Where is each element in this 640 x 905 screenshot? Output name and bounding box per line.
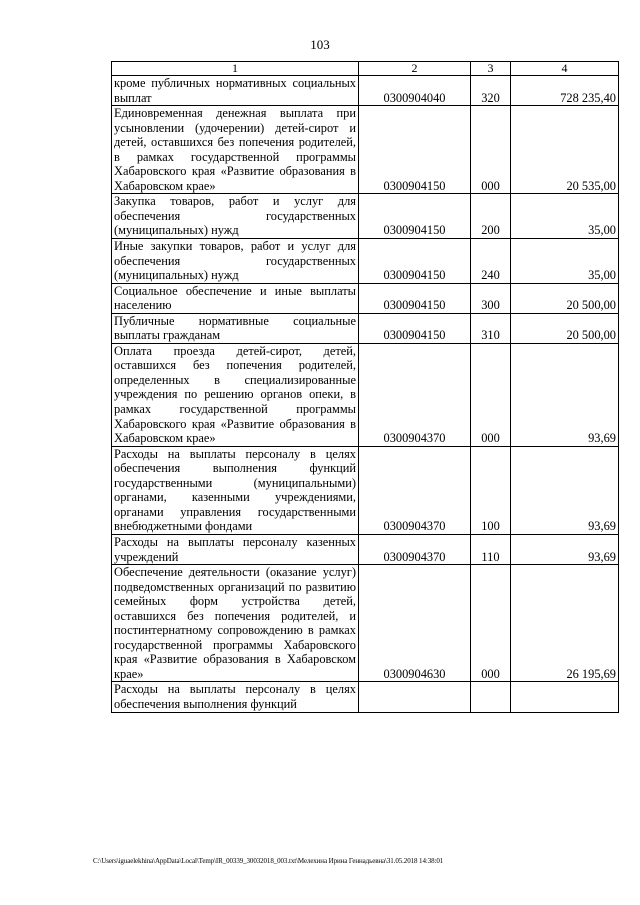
row-expense-type: 200	[471, 194, 511, 239]
table-row	[112, 446, 619, 534]
row-name: Расходы на выплаты персоналу казенных учреждений	[112, 534, 359, 564]
row-target-code: 0300904370	[359, 446, 471, 534]
row-amount: 728 235,40	[511, 76, 619, 106]
row-name: Иные закупки товаров, работ и услуг для обеспечения государственных (муниципальных) нужд	[112, 239, 359, 284]
row-amount: 35,00	[511, 239, 619, 284]
row-name: Расходы на выплаты персоналу в целях обеспечения выполнения функций государственными (муниципальными) органами, казенными учреждениями, органами управления государственными внебюджетными фондами	[112, 446, 359, 534]
row-name: Социальное обеспечение и иные выплаты населению	[112, 283, 359, 313]
row-target-code: 0300904150	[359, 239, 471, 284]
row-name: Единовременная денежная выплата при усыновлении (удочерении) детей-сирот и детей, оставшихся без попечения родителей, в рамках государственной программы Хабаровского края «Развитие образования в Хабаровском крае»	[112, 106, 359, 194]
table-row	[112, 239, 619, 284]
table-row	[112, 194, 619, 239]
table-row	[112, 313, 619, 343]
row-name: Обеспечение деятельности (оказание услуг) подведомственных организаций по развитию семейных форм устройства детей, оставшихся без попечения родителей, и постинтернатному сопровождению в рамках государственной программы Хабаровского края «Развитие образования в Хабаровском крае»	[112, 565, 359, 682]
row-name: Публичные нормативные социальные выплаты гражданам	[112, 313, 359, 343]
row-expense-type: 300	[471, 283, 511, 313]
row-amount	[511, 682, 619, 712]
table-row	[112, 283, 619, 313]
table-row	[112, 343, 619, 446]
header-col-3: 3	[471, 62, 511, 76]
header-col-2: 2	[359, 62, 471, 76]
row-expense-type: 320	[471, 76, 511, 106]
row-amount: 20 500,00	[511, 283, 619, 313]
row-amount: 93,69	[511, 343, 619, 446]
row-expense-type: 110	[471, 534, 511, 564]
row-target-code: 0300904150	[359, 283, 471, 313]
row-name: Оплата проезда детей-сирот, детей, оставшихся без попечения родителей, определенных в специализированные учреждения по решению органов опеки, в рамках государственной программы Хабаровского края «Развитие образования в Хабаровском крае»	[112, 343, 359, 446]
table-row	[112, 565, 619, 682]
row-name: Закупка товаров, работ и услуг для обеспечения государственных (муниципальных) нужд	[112, 194, 359, 239]
table-header-row	[112, 62, 619, 76]
table-row	[112, 76, 619, 106]
row-name: Расходы на выплаты персоналу в целях обеспечения выполнения функций	[112, 682, 359, 712]
row-amount: 20 535,00	[511, 106, 619, 194]
row-amount: 26 195,69	[511, 565, 619, 682]
row-target-code: 0300904150	[359, 194, 471, 239]
row-amount: 20 500,00	[511, 313, 619, 343]
row-expense-type	[471, 682, 511, 712]
budget-table	[111, 61, 619, 713]
file-path-footer: C:\Users\iguaelekhina\AppData\Local\Temp\IR_00339_30032018_003.txt\Мелехина Ирина Геннадьевна\31.05.2018 14:38:01	[93, 857, 444, 865]
row-target-code: 0300904150	[359, 313, 471, 343]
header-col-1: 1	[112, 62, 359, 76]
row-target-code: 0300904370	[359, 343, 471, 446]
row-expense-type: 000	[471, 106, 511, 194]
row-target-code: 0300904370	[359, 534, 471, 564]
table-row	[112, 534, 619, 564]
page-number: 103	[310, 37, 330, 52]
row-expense-type: 100	[471, 446, 511, 534]
row-amount: 93,69	[511, 534, 619, 564]
row-expense-type: 000	[471, 565, 511, 682]
row-target-code: 0300904630	[359, 565, 471, 682]
header-col-4: 4	[511, 62, 619, 76]
row-target-code: 0300904150	[359, 106, 471, 194]
table-row	[112, 106, 619, 194]
table-row	[112, 682, 619, 712]
row-expense-type: 240	[471, 239, 511, 284]
row-target-code: 0300904040	[359, 76, 471, 106]
row-amount: 93,69	[511, 446, 619, 534]
row-expense-type: 310	[471, 313, 511, 343]
row-amount: 35,00	[511, 194, 619, 239]
row-name: кроме публичных нормативных социальных выплат	[112, 76, 359, 106]
row-target-code	[359, 682, 471, 712]
row-expense-type: 000	[471, 343, 511, 446]
